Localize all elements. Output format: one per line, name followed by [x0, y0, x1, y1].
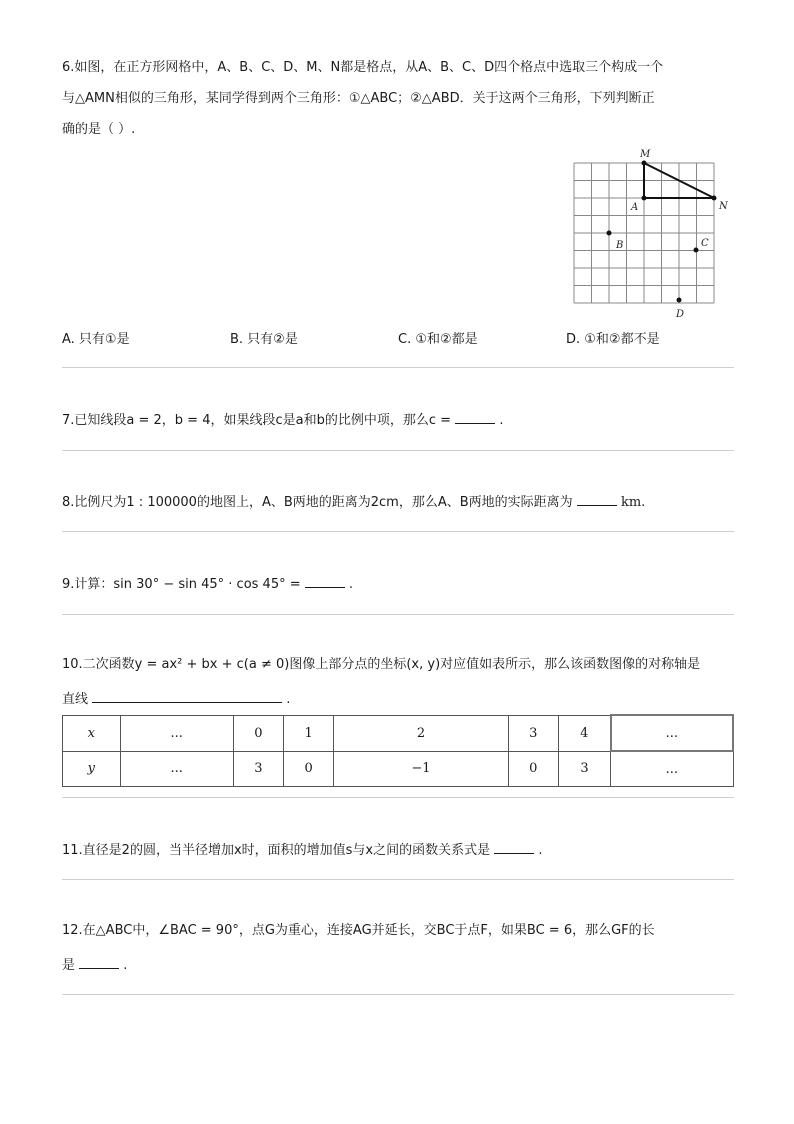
question-10-line-2: [62, 688, 734, 710]
table-cell: 3: [558, 751, 610, 787]
option-b[interactable]: B. 只有②是: [230, 332, 298, 347]
table-header-x: x: [63, 715, 121, 751]
table-cell: ...: [120, 715, 233, 751]
question-8-unit: km.: [620, 495, 646, 510]
answer-blank-10[interactable]: [92, 688, 282, 703]
divider: [62, 450, 734, 451]
divider: [62, 367, 734, 368]
table-cell: 0: [508, 751, 558, 787]
divider: [62, 994, 734, 995]
table-cell: 3: [508, 715, 558, 751]
question-6-line-3: 确的是（ ）.: [62, 122, 136, 137]
question-12-line-1: 12.在△ABC中，∠BAC = 90°，点G为重心，连接AG并延长，交BC于点F，如果BC = 6，那么GF的长: [62, 923, 655, 938]
question-9-tail: .: [348, 577, 354, 592]
point-b: [607, 231, 612, 236]
question-11-tail: .: [538, 843, 543, 858]
question-6-line-2: 与△AMN相似的三角形，某同学得到两个三角形：①△ABC；②△ABD．关于这两个三角形，下列判断正: [62, 91, 655, 106]
table-cell: 0: [284, 751, 334, 787]
label-m: M: [640, 149, 651, 160]
question-6-line-1: 6.如图，在正方形网格中，A、B、C、D、M、N都是格点，从A、B、C、D四个格点中选取三个构成一个: [62, 60, 664, 75]
question-10-line-1: 10.二次函数y = ax² + bx + c(a ≠ 0)图像上部分点的坐标(x, y)对应值如表所示，那么该函数图像的对称轴是: [62, 657, 701, 672]
question-7: [62, 409, 734, 431]
answer-blank-7[interactable]: [455, 409, 495, 424]
question-7-tail: .: [499, 413, 504, 428]
question-10-line-2-text: 直线: [62, 692, 89, 707]
point-c: [694, 248, 699, 253]
question-8: [62, 491, 734, 513]
table-cell: 4: [558, 715, 610, 751]
point-n: [712, 196, 717, 201]
question-12-line-2: [62, 954, 734, 976]
divider: [62, 797, 734, 798]
grid-figure: [560, 142, 740, 322]
table-cell: ...: [611, 751, 733, 787]
label-a: A: [631, 202, 639, 213]
table-cell: 0: [233, 715, 283, 751]
question-12-tail: .: [123, 958, 128, 973]
table-header-y: y: [63, 751, 121, 787]
label-c: C: [701, 238, 709, 249]
answer-blank-8[interactable]: [577, 491, 617, 506]
table-cell: 1: [284, 715, 334, 751]
label-n: N: [719, 201, 728, 212]
question-9-text: 9.计算：sin 30° − sin 45° · cos 45° =: [62, 577, 301, 592]
question-7-text: 7.已知线段a = 2，b = 4，如果线段c是a和b的比例中项，那么c =: [62, 413, 452, 428]
question-11-text: 11.直径是2的圆，当半径增加x时，面积的增加值s与x之间的函数关系式是: [62, 843, 491, 858]
divider: [62, 531, 734, 532]
table-row-y: [63, 751, 734, 787]
question-8-text: 8.比例尺为1 : 100000的地图上，A、B两地的距离为2cm，那么A、B两地的实际距离为: [62, 495, 573, 510]
question-11: [62, 839, 734, 861]
question-10-tail: .: [286, 692, 291, 707]
answer-blank-12[interactable]: [79, 954, 119, 969]
option-d[interactable]: D. ①和②都不是: [566, 332, 660, 347]
divider: [62, 879, 734, 880]
value-table: [62, 714, 734, 787]
divider: [62, 614, 734, 615]
label-d: D: [676, 309, 685, 320]
table-cell: ...: [120, 751, 233, 787]
point-m: [642, 161, 647, 166]
answer-blank-9[interactable]: [305, 573, 345, 588]
question-12-line-2-text: 是: [62, 958, 76, 973]
option-a[interactable]: A. 只有①是: [62, 332, 130, 347]
table-cell: 2: [334, 715, 508, 751]
table-row-x: [63, 715, 734, 751]
table-cell: 3: [233, 751, 283, 787]
point-a: [642, 196, 647, 201]
option-c[interactable]: C. ①和②都是: [398, 332, 478, 347]
label-b: B: [616, 240, 624, 251]
point-d: [677, 298, 682, 303]
table-cell: −1: [334, 751, 508, 787]
answer-blank-11[interactable]: [494, 839, 534, 854]
question-9: [62, 573, 734, 595]
table-cell-selected[interactable]: ...: [611, 715, 733, 751]
